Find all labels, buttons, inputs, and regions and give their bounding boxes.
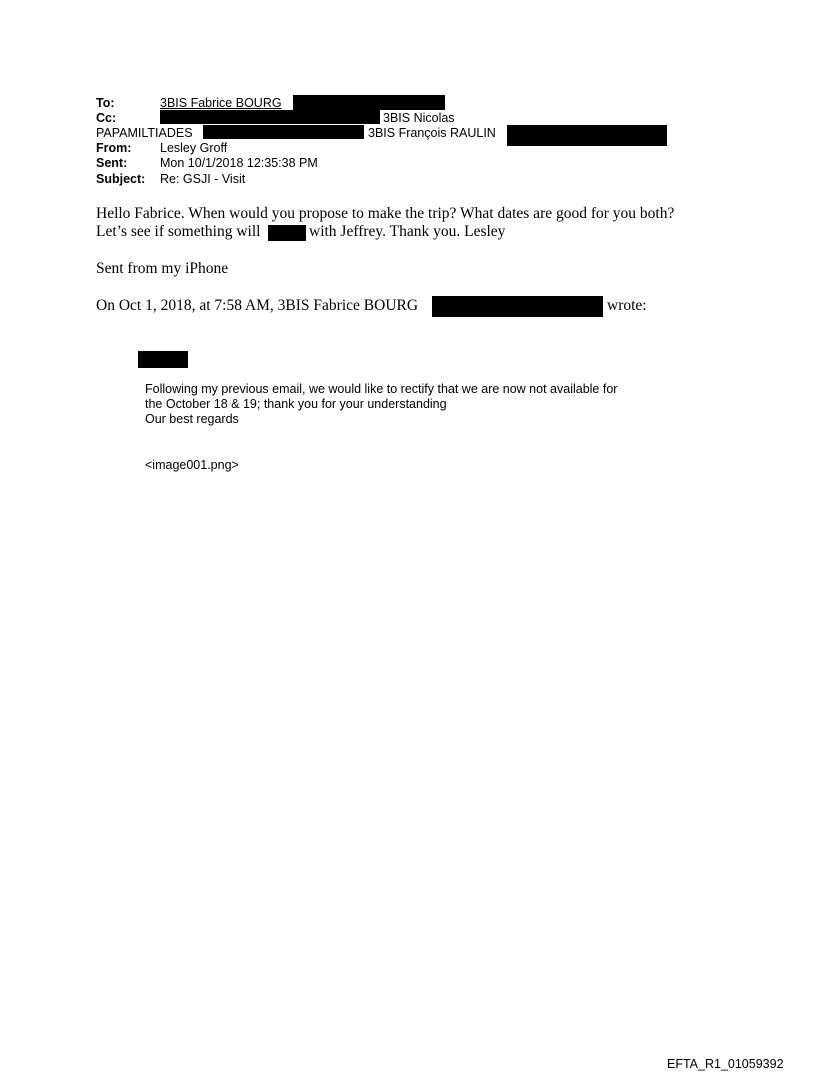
document-id: EFTA_R1_01059392 [667,1057,784,1071]
redaction-box [293,95,445,110]
quoted-line-2: the October 18 & 19; thank you for your understanding [145,397,447,411]
message-line-1: Hello Fabrice. When would you propose to make the trip? What dates are good for you both? [96,205,675,222]
sent-value: Mon 10/1/2018 12:35:38 PM [160,156,318,170]
from-label: From: [96,141,132,155]
subject-label: Subject: [96,172,146,186]
subject-value: Re: GSJI - Visit [160,172,246,186]
quoted-line-3: Our best regards [145,412,239,426]
sent-label: Sent: [96,156,128,170]
redaction-box [138,351,188,368]
signature: Sent from my iPhone [96,260,229,277]
attachment-placeholder: <image001.png> [145,458,239,472]
reply-intro-start: On Oct 1, 2018, at 7:58 AM, 3BIS Fabrice BOURG [96,297,419,314]
cc-name-1-continued: PAPAMILTIADES [96,126,193,140]
cc-name-2: 3BIS François RAULIN [368,126,496,140]
redaction-box [507,125,667,146]
to-value: 3BIS Fabrice BOURG [160,96,282,110]
to-label: To: [96,96,115,110]
cc-name-1: 3BIS Nicolas [383,111,455,125]
redaction-box [268,225,306,241]
cc-label: Cc: [96,111,117,125]
message-line-2-end: with Jeffrey. Thank you. Lesley [309,223,506,240]
redaction-box [160,110,380,124]
quoted-line-1: Following my previous email, we would like to rectify that we are now not available for [145,382,618,396]
message-line-2-start: Let’s see if something will [96,223,261,240]
reply-intro-end: wrote: [607,297,647,314]
redaction-box [203,125,364,139]
redaction-box [432,296,603,317]
from-value: Lesley Groff [160,141,228,155]
